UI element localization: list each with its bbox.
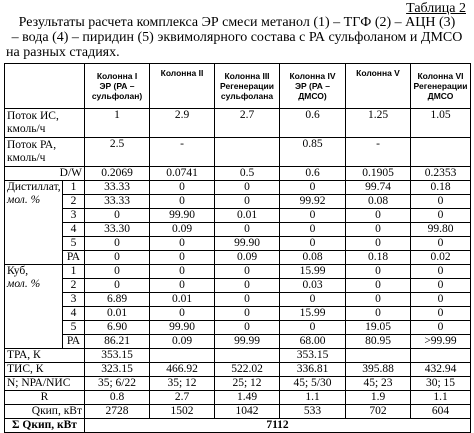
cell: 0 [411,265,471,279]
cell: 353.15 [85,349,150,363]
row-dw [5,167,471,181]
cell: 0 [346,293,411,307]
row-label: D/W [5,167,85,181]
cell: 0 [411,293,471,307]
cell: 0 [346,237,411,251]
cell: 1502 [150,405,215,419]
cell: 0 [411,307,471,321]
cell: 0 [411,195,471,209]
component-index: 1 [63,265,85,279]
cell: 68.00 [280,335,346,349]
row-feed-ra [5,138,471,167]
row-t-is [5,363,471,377]
cell: 0.2069 [85,167,150,181]
component-index: 4 [63,223,85,237]
cell: 0.03 [280,279,346,293]
cell: 33.33 [85,181,150,195]
total-cell: 7112 [85,419,471,433]
cell [215,138,280,167]
cell: 2.9 [150,109,215,138]
column-header-1: Колонна I ЭР (РА – сульфолан) [85,64,150,109]
table-number: Таблица 2 [406,1,466,16]
results-table [4,63,471,433]
row-label: Поток РА, кмоль/ч [5,138,85,167]
cell: 45; 23 [346,377,411,391]
cell: 0 [150,279,215,293]
group-label-distillate: Дистиллат, мол. % [5,181,63,265]
cell: 0 [411,321,471,335]
caption-line-2: – вода (4) – пиридин (5) эквимолярного состава с РА сульфоланом и ДМСО [11,30,463,45]
cell: 522.02 [215,363,280,377]
row-distillate-3 [5,209,471,223]
cell: 99.90 [215,237,280,251]
cell: 0 [150,265,215,279]
row-label: N; NРА/NИС [5,377,85,391]
cell: 0 [85,279,150,293]
cell: 1.1 [411,391,471,405]
row-bottoms-5 [5,321,471,335]
row-label: Поток ИС, кмоль/ч [5,109,85,138]
cell: 1042 [215,405,280,419]
cell: 0 [150,181,215,195]
cell: 0 [215,265,280,279]
cell: 0 [85,251,150,265]
cell: 1.1 [280,391,346,405]
component-index: РА [63,335,85,349]
header-row [5,64,471,109]
cell: 0.18 [411,181,471,195]
cell: 0.09 [150,335,215,349]
cell: - [346,138,411,167]
cell: 86.21 [85,335,150,349]
cell: 99.92 [280,195,346,209]
component-index: 4 [63,307,85,321]
cell: 25; 12 [215,377,280,391]
cell: 0.0741 [150,167,215,181]
cell: 0 [150,307,215,321]
cell: 0 [150,237,215,251]
group-label-bottoms: Куб, мол. % [5,265,63,349]
cell: 80.95 [346,335,411,349]
cell: 0 [346,279,411,293]
cell: 604 [411,405,471,419]
cell: 1.9 [346,391,411,405]
cell: 1.49 [215,391,280,405]
header-corner [5,64,85,109]
row-t-ra [5,349,471,363]
row-label: Qкип, кВт [5,405,85,419]
cell: 0 [215,279,280,293]
cell: - [150,138,215,167]
component-index: 2 [63,195,85,209]
cell: 0 [346,223,411,237]
cell: 0.5 [215,167,280,181]
row-bottoms-ra [5,335,471,349]
row-feed-is [5,109,471,138]
cell: 0 [280,209,346,223]
cell: 2728 [85,405,150,419]
component-index: 2 [63,279,85,293]
cell: 99.99 [215,335,280,349]
cell: 0.1905 [346,167,411,181]
column-header-4: Колонна IV ЭР (РА – ДМСО) [280,64,346,109]
cell: 6.89 [85,293,150,307]
cell [215,349,280,363]
cell: 0 [280,237,346,251]
caption-line-3: на разных стадиях. [6,45,120,60]
cell: 0.85 [280,138,346,167]
cell: 0 [280,293,346,307]
cell: 0.08 [346,195,411,209]
cell: 35; 12 [150,377,215,391]
cell: 0 [215,181,280,195]
cell: 2.5 [85,138,150,167]
cell: 0 [150,251,215,265]
cell: 33.30 [85,223,150,237]
cell: 30; 15 [411,377,471,391]
cell: 0 [215,307,280,321]
column-header-5: Колонна V [346,64,411,109]
cell: 2.7 [215,109,280,138]
column-header-2: Колонна II [150,64,215,109]
cell: 0 [280,321,346,335]
cell: 0.6 [280,109,346,138]
column-header-6: Колонна VI Регенерации ДМСО [411,64,471,109]
row-label: TИС, К [5,363,85,377]
cell: 0 [85,265,150,279]
cell: 1 [85,109,150,138]
cell: 0 [215,293,280,307]
row-bottoms-3 [5,293,471,307]
cell: 19.05 [346,321,411,335]
cell: 0 [150,195,215,209]
cell: 702 [346,405,411,419]
column-header-3: Колонна III Регенерации сульфолана [215,64,280,109]
cell: 0 [280,181,346,195]
row-label: R [5,391,85,405]
cell: 533 [280,405,346,419]
cell: 0.01 [150,293,215,307]
cell: 0 [85,209,150,223]
cell: 0.8 [85,391,150,405]
cell [346,349,411,363]
row-distillate-5 [5,237,471,251]
cell [411,138,471,167]
cell: 35; 6/22 [85,377,150,391]
cell: 0.2353 [411,167,471,181]
row-r [5,391,471,405]
cell: 33.33 [85,195,150,209]
cell: 1.05 [411,109,471,138]
cell: 0.08 [280,251,346,265]
cell: 99.90 [150,209,215,223]
cell: 0 [411,237,471,251]
component-index: РА [63,251,85,265]
cell: 99.80 [411,223,471,237]
component-index: 3 [63,293,85,307]
cell: 323.15 [85,363,150,377]
cell: 0.01 [85,307,150,321]
cell: 0 [215,195,280,209]
row-n [5,377,471,391]
cell: 0.6 [280,167,346,181]
cell: 6.90 [85,321,150,335]
cell: 45; 5/30 [280,377,346,391]
row-distillate-ra [5,251,471,265]
row-distillate-4 [5,223,471,237]
row-label: Σ Qкип, кВт [5,419,85,433]
cell: 432.94 [411,363,471,377]
cell: 0.09 [150,223,215,237]
cell [411,349,471,363]
row-q [5,405,471,419]
cell: 466.92 [150,363,215,377]
cell: 0.02 [411,251,471,265]
row-bottoms-1 [5,265,471,279]
cell [150,349,215,363]
cell: 0.18 [346,251,411,265]
row-bottoms-2 [5,279,471,293]
cell: 0 [215,223,280,237]
cell: 395.88 [346,363,411,377]
cell: 1.25 [346,109,411,138]
cell: 15.99 [280,265,346,279]
row-sum-q [5,419,471,433]
cell: 0.09 [215,251,280,265]
row-label: TРА, К [5,349,85,363]
cell: 353.15 [280,349,346,363]
cell: >99.99 [411,335,471,349]
component-index: 5 [63,237,85,251]
component-index: 5 [63,321,85,335]
cell: 99.90 [150,321,215,335]
cell: 15.99 [280,307,346,321]
row-bottoms-4 [5,307,471,321]
cell: 0 [411,209,471,223]
cell: 0 [411,279,471,293]
cell: 0 [346,209,411,223]
cell: 2.7 [150,391,215,405]
cell: 0 [85,237,150,251]
cell: 0.01 [215,209,280,223]
cell: 0 [346,265,411,279]
cell: 336.81 [280,363,346,377]
cell: 0 [280,223,346,237]
table-caption [6,15,468,60]
cell: 99.74 [346,181,411,195]
cell: 0 [215,321,280,335]
row-distillate-1 [5,181,471,195]
cell: 0 [346,307,411,321]
component-index: 3 [63,209,85,223]
component-index: 1 [63,181,85,195]
caption-line-1: Результаты расчета комплекса ЭР смеси метанол (1) – ТГФ (2) – АЦН (3) [18,15,456,30]
row-distillate-2 [5,195,471,209]
